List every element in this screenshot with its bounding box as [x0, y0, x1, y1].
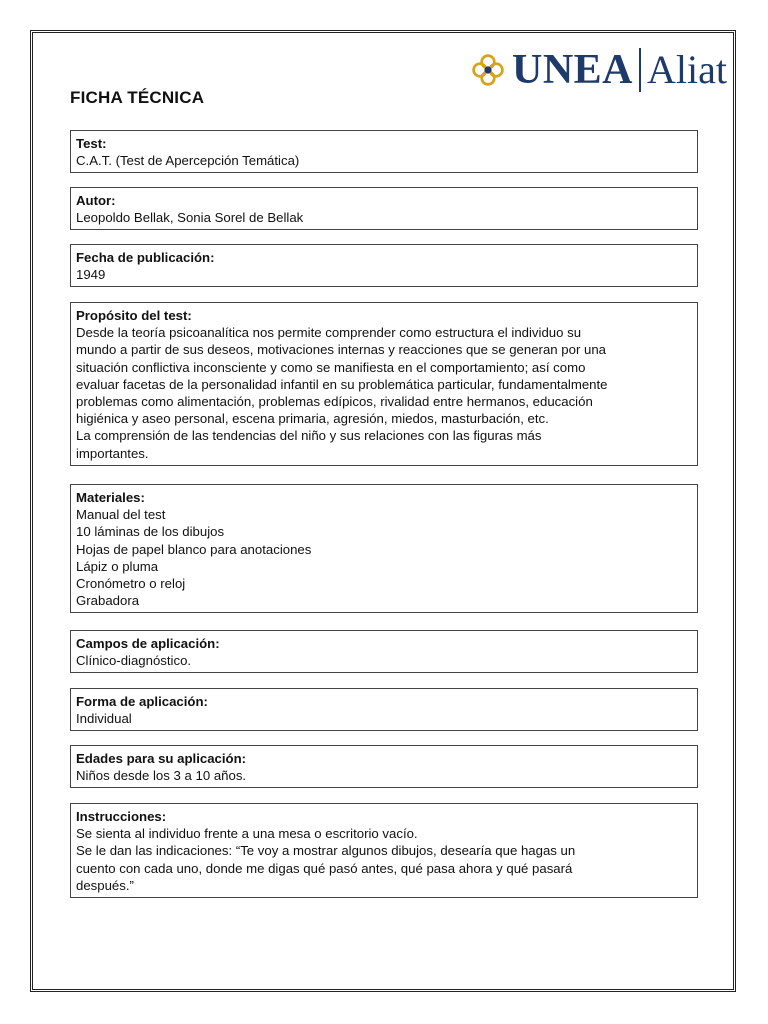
field-label: Fecha de publicación: [76, 250, 215, 265]
field-value: Niños desde los 3 a 10 años. [76, 768, 247, 784]
logo-separator [639, 48, 641, 92]
field-value: Desde la teoría psicoanalítica nos permite comprender como estructura el individuo su [76, 325, 582, 341]
field-proposito [70, 302, 698, 466]
field-fecha [70, 244, 698, 287]
list-item: 10 láminas de los dibujos [76, 524, 225, 540]
field-value: higiénica y aseo personal, escena primaria, agresión, miedos, masturbación, etc. [76, 411, 549, 427]
field-edades [70, 745, 698, 788]
list-item: Cronómetro o reloj [76, 576, 186, 592]
field-label: Autor: [76, 193, 116, 208]
field-value: situación conflictiva inconsciente y como se manifiesta en el comportamiento; así como [76, 359, 586, 375]
field-value: cuento con cada uno, donde me digas qué pasó antes, qué pasa ahora y qué pasará [76, 860, 573, 876]
list-item: Manual del test [76, 507, 166, 523]
field-value: mundo a partir de sus deseos, motivaciones internas y reacciones que se generan por una [76, 342, 607, 358]
field-instrucciones [70, 803, 698, 898]
field-value: C.A.T. (Test de Apercepción Temática) [76, 153, 300, 169]
field-label: Campos de aplicación: [76, 636, 220, 651]
field-value: Leopoldo Bellak, Sonia Sorel de Bellak [76, 210, 304, 226]
field-value: problemas como alimentación, problemas edípicos, rivalidad entre hermanos, educación [76, 394, 593, 410]
field-value: después.” [76, 877, 134, 893]
field-forma [70, 688, 698, 731]
logo-unea-text: UNEA [512, 47, 634, 93]
field-value: La comprensión de las tendencias del niño y sus relaciones con las figuras más [76, 428, 542, 444]
field-test [70, 130, 698, 173]
list-item: Lápiz o pluma [76, 558, 159, 574]
field-value: Clínico-diagnóstico. [76, 653, 192, 669]
field-value: Se sienta al individuo frente a una mesa o escritorio vacío. [76, 826, 418, 842]
field-label: Edades para su aplicación: [76, 751, 247, 766]
field-value: Se le dan las indicaciones: “Te voy a mostrar algunos dibujos, desearía que hagas un [76, 843, 576, 859]
logo-aliat-text: Aliat [647, 47, 727, 92]
unea-logo-icon [470, 52, 506, 88]
unea-aliat-logo [470, 42, 727, 98]
list-item: Grabadora [76, 593, 140, 609]
page-title: FICHA TÉCNICA [70, 88, 205, 107]
field-autor [70, 187, 698, 230]
field-materiales [70, 484, 698, 613]
list-item: Hojas de papel blanco para anotaciones [76, 541, 312, 557]
field-label: Instrucciones: [76, 809, 167, 824]
field-label: Materiales: [76, 490, 145, 505]
field-value: evaluar facetas de la personalidad infantil en su problemática particular, fundamentalmente [76, 376, 608, 392]
field-label: Forma de aplicación: [76, 694, 208, 709]
field-value: Individual [76, 711, 132, 727]
field-value: importantes. [76, 445, 149, 461]
field-label: Test: [76, 136, 107, 151]
field-campos [70, 630, 698, 673]
field-label: Propósito del test: [76, 308, 192, 323]
field-value: 1949 [76, 267, 106, 283]
